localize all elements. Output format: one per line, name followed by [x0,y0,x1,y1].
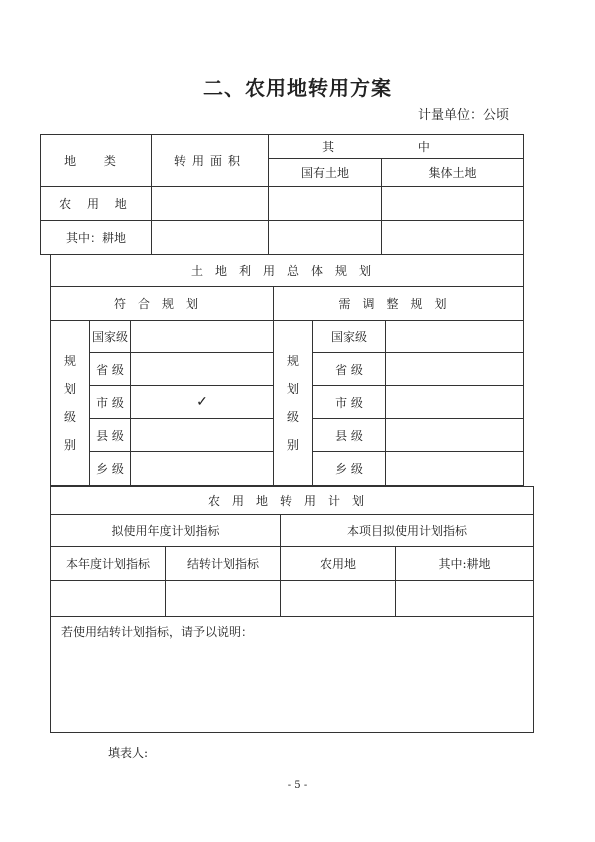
carryover-note: 若使用结转计划指标，请予以说明： [51,617,534,733]
cell [131,452,274,486]
cell [152,221,269,255]
col-transfer-area: 转用面积 [152,135,269,187]
cell [131,419,274,452]
row-farmland-label: 农 用 地 [41,187,152,221]
level-national: 国家级 [313,321,386,353]
col-of-which: 其 中 [269,135,524,159]
adjust-level-label: 规 划 级 别 [274,321,313,486]
quota-header: 农用地转用计划 [51,487,534,515]
cell [131,321,274,353]
unit-label: 计量单位：公顷 [417,108,509,123]
cell [51,581,166,617]
checkmark-cell [131,386,274,419]
planning-table [50,254,524,486]
cell [386,353,524,386]
cell [382,187,524,221]
level-province: 省 级 [313,353,386,386]
filler-label: 填表人: [108,746,149,760]
conform-plan-header: 符合规划 [51,287,274,321]
cell [396,581,534,617]
level-county: 县 级 [90,419,131,452]
col-collective-land: 集体土地 [382,159,524,187]
cell [131,353,274,386]
cell [386,321,524,353]
cell [281,581,396,617]
carryover-quota-header: 结转计划指标 [166,547,281,581]
farmland-quota-header: 农用地 [281,547,396,581]
cell [269,187,382,221]
level-county: 县 级 [313,419,386,452]
page-number: - 5 - [287,780,308,791]
cell [166,581,281,617]
level-province: 省 级 [90,353,131,386]
arable-quota-header: 其中:耕地 [396,547,534,581]
level-national: 国家级 [90,321,131,353]
level-city: 市 级 [90,386,131,419]
col-state-land: 国有土地 [269,159,382,187]
intended-quota-header: 拟使用年度计划指标 [51,515,281,547]
cell [386,386,524,419]
conform-level-label: 规 划 级 别 [51,321,90,486]
page-title: 二、农用地转用方案 [203,76,392,100]
cell [269,221,382,255]
row-arable-label: 其中：耕地 [41,221,152,255]
land-type-table [40,134,524,255]
level-township: 乡 级 [90,452,131,486]
annual-quota-header: 本年度计划指标 [51,547,166,581]
check-icon: ✓ [196,394,208,410]
cell [152,187,269,221]
adjust-plan-header: 需调整规划 [274,287,524,321]
planning-header: 土地利用总体规划 [51,255,524,287]
cell [382,221,524,255]
level-township: 乡 级 [313,452,386,486]
quota-table [50,486,534,733]
cell [386,419,524,452]
level-city: 市 级 [313,386,386,419]
cell [386,452,524,486]
project-quota-header: 本项目拟使用计划指标 [281,515,534,547]
col-land-type: 地 类 [41,135,152,187]
